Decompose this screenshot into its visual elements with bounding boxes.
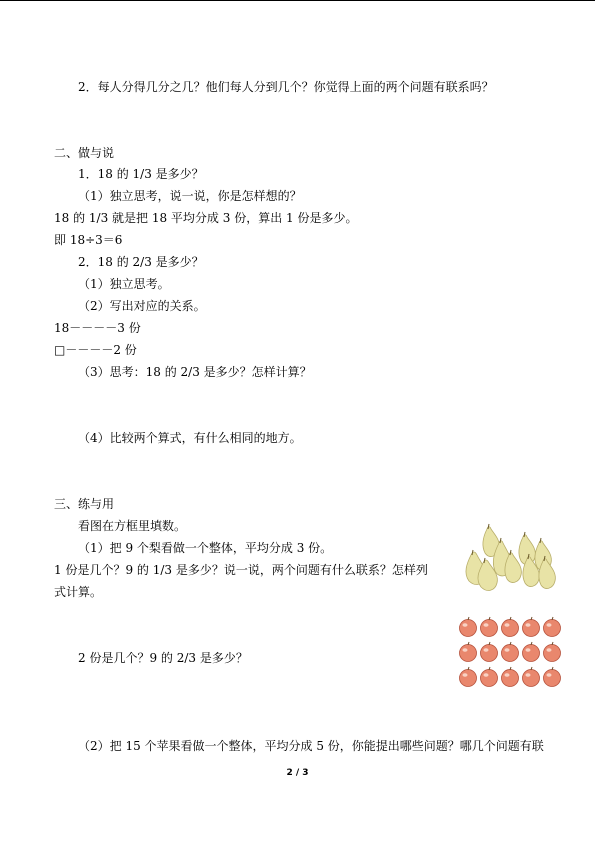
apple-icon [523,617,540,637]
practice-item-1-question-2: 2 份是几个？9 的 2/3 是多少？ [78,651,248,665]
problem-2-step-1: （1）独立思考。 [78,277,170,291]
correspondence-line-2: □－－－－2 份 [54,343,137,357]
problem-1-equation: 即 18÷3＝6 [54,233,123,247]
practice-item-2: （2）把 15 个苹果看做一个整体，平均分成 5 份，你能提出哪些问题？哪几个问题有联 [78,739,544,753]
apple-icon [460,617,477,637]
apples-illustration [458,616,563,692]
correspondence-line-1: 18－－－－3 份 [54,321,141,335]
problem-2-step-3: （3）思考：18 的 2/3 是多少？怎样计算？ [78,365,312,379]
problem-2-text: 2．18 的 2/3 是多少？ [78,255,204,269]
section-heading-practice: 三、练与用 [54,497,115,511]
page-number: 2 / 3 [286,768,309,778]
practice-item-1-question-cont: 式计算。 [54,585,103,599]
apple-icon [460,667,477,687]
practice-item-1-question: 1 份是几个？9 的 1/3 是多少？说一说，两个问题有什么联系？怎样列 [54,563,428,577]
practice-item-1: （1）把 9 个梨看做一个整体，平均分成 3 份。 [78,541,333,555]
apple-icon [523,642,540,662]
apple-icon [481,667,498,687]
apple-icon [523,667,540,687]
apple-icon [544,667,561,687]
problem-2-step-2: （2）写出对应的关系。 [78,299,206,313]
section-heading-do-and-say: 二、做与说 [54,146,115,160]
apple-icon [544,642,561,662]
practice-instruction: 看图在方框里填数。 [78,519,187,533]
apple-icon [502,617,519,637]
problem-2-step-4: （4）比较两个算式，有什么相同的地方。 [78,431,302,445]
page-top-rule [0,0,595,1]
question-2-text: 2．每人分得几分之几？他们每人分到几个？你觉得上面的两个问题有联系吗？ [78,80,494,94]
problem-1-text: 1．18 的 1/3 是多少？ [78,167,204,181]
problem-1-explanation: 18 的 1/3 就是把 18 平均分成 3 份，算出 1 份是多少。 [54,211,358,225]
apple-icon [481,642,498,662]
apple-icon [544,617,561,637]
problem-1-step-1: （1）独立思考，说一说，你是怎样想的？ [78,189,302,203]
apple-icon [502,642,519,662]
apple-icon [460,642,477,662]
pears-illustration [455,515,563,597]
apple-icon [502,667,519,687]
apple-icon [481,617,498,637]
